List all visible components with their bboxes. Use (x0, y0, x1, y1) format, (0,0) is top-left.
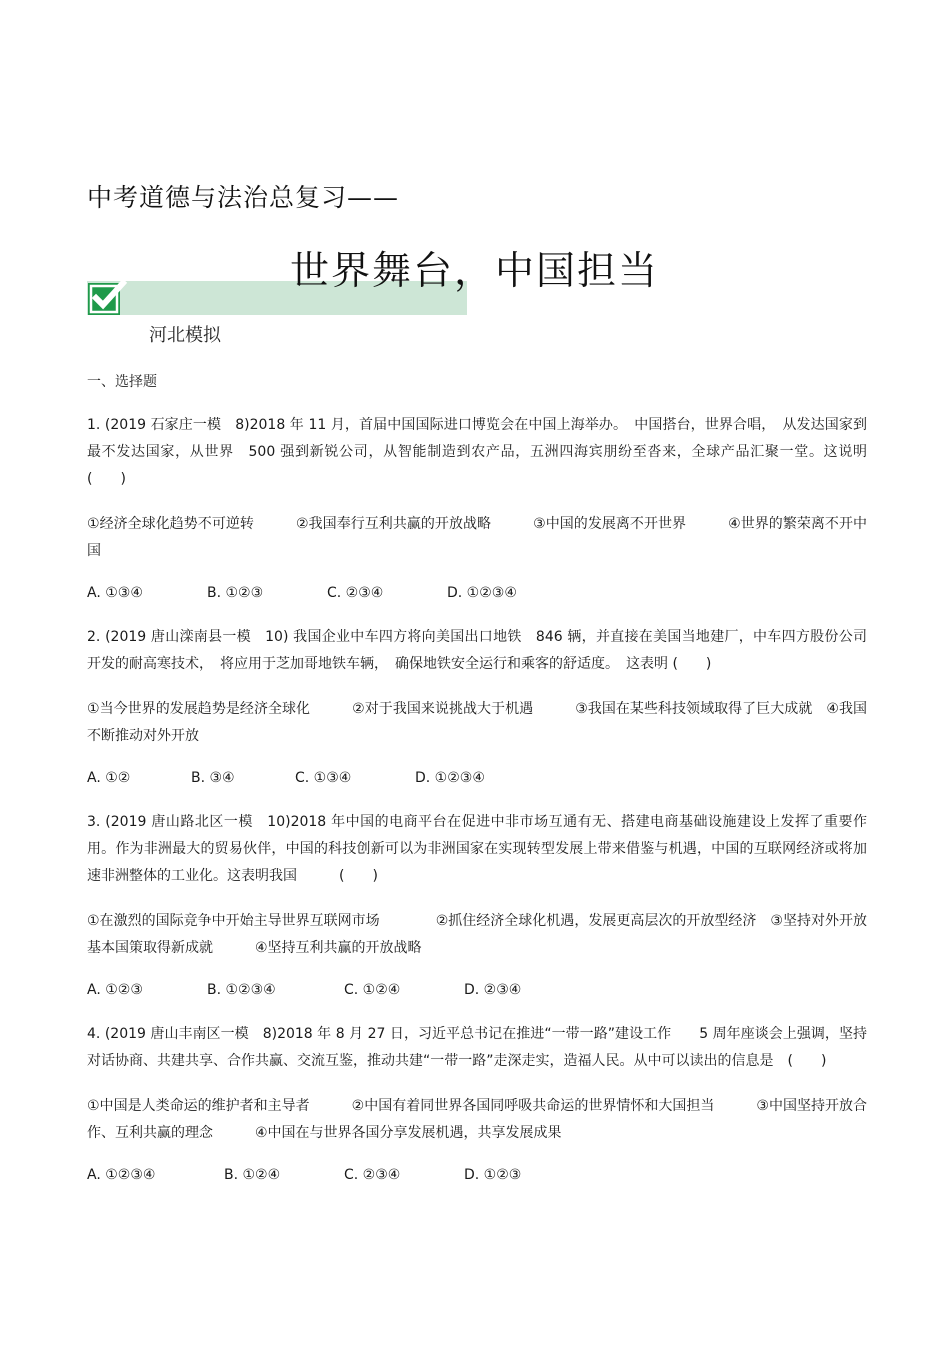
choice-a[interactable]: A. ①②③ (87, 982, 143, 998)
answer-choices (87, 979, 867, 1001)
question-item (87, 1021, 867, 1186)
choice-a[interactable]: A. ①②③④ (87, 1167, 156, 1183)
choice-c[interactable]: C. ①②④ (344, 982, 401, 998)
question-stem: 1. (2019 石家庄一模 8)2018 年 11 月，首届中国国际进口博览会在中国上海举办。 中国搭台，世界合唱， 从发达国家到最不发达国家，从世界 500 强到新锐公司，从智能制造到农产品，五洲四海宾朋纷至沓来，全球产品汇聚一堂。这说明 ( ) (87, 417, 881, 487)
question-statements: ①在激烈的国际竞争中开始主导世界互联网市场 ②抓住经济全球化机遇，发展更高层次的开放型经济 ③坚持对外开放基本国策取得新成就 ④坚持互利共赢的开放战略 (87, 913, 867, 956)
answer-choices (87, 1164, 867, 1186)
question-section-label: 一、选择题 (87, 374, 157, 390)
choice-d[interactable]: D. ②③④ (464, 982, 522, 998)
checkmark-icon (87, 279, 127, 317)
choice-d[interactable]: D. ①②③ (464, 1167, 522, 1183)
choice-a[interactable]: A. ①② (87, 770, 131, 786)
question-item (87, 624, 867, 789)
choice-c[interactable]: C. ②③④ (327, 585, 384, 601)
choice-c[interactable]: C. ①③④ (295, 770, 352, 786)
question-statements: ①经济全球化趋势不可逆转 ②我国奉行互利共赢的开放战略 ③中国的发展离不开世界 ④世界的繁荣离不开中国 (87, 516, 867, 559)
answer-choices (87, 582, 867, 604)
choice-b[interactable]: B. ③④ (191, 770, 235, 786)
question-item (87, 809, 867, 1001)
question-statements: ①中国是人类命运的维护者和主导者 ②中国有着同世界各国同呼吸共命运的世界情怀和大国担当 ③中国坚持开放合作、互利共赢的理念 ④中国在与世界各国分享发展机遇，共享发展成果 (87, 1098, 867, 1141)
choice-b[interactable]: B. ①②④ (224, 1167, 281, 1183)
question-list (87, 412, 881, 1206)
choice-b[interactable]: B. ①②③④ (207, 982, 276, 998)
choice-a[interactable]: A. ①③④ (87, 585, 143, 601)
question-stem: 4. (2019 唐山丰南区一模 8)2018 年 8 月 27 日，习近平总书记在推进“一带一路”建设工作 5 周年座谈会上强调，坚持对话协商、共建共享、合作共赢、交流互鉴，推动共建“一带一路”走深走实，造福人民。从中可以读出的信息是 ( ) (87, 1026, 867, 1069)
choice-d[interactable]: D. ①②③④ (447, 585, 517, 601)
question-stem: 3. (2019 唐山路北区一模 10)2018 年中国的电商平台在促进中非市场互通有无、搭建电商基础设施建设上发挥了重要作用。作为非洲最大的贸易伙伴，中国的科技创新可以为非洲国家在实现转型发展上带来借鉴与机遇，中国的互联网经济或将加速非洲整体的工业化。这表明我国 ( ) (87, 814, 867, 884)
choice-c[interactable]: C. ②③④ (344, 1167, 401, 1183)
page-title: 世界舞台，中国担当 (290, 249, 660, 294)
choice-b[interactable]: B. ①②③ (207, 585, 264, 601)
question-statements: ①当今世界的发展趋势是经济全球化 ②对于我国来说挑战大于机遇 ③我国在某些科技领域取得了巨大成就 ④我国不断推动对外开放 (87, 701, 867, 744)
question-stem: 2. (2019 唐山滦南县一模 10) 我国企业中车四方将向美国出口地铁 846 辆，并直接在美国当地建厂，中车四方股份公司开发的耐高寒技术， 将应用于芝加哥地铁车辆， 确保地铁安全运行和乘客的舒适度。 这表明 ( ) (87, 629, 867, 672)
question-item (87, 412, 881, 604)
answer-choices (87, 767, 867, 789)
section-subtitle: 河北模拟 (149, 325, 221, 346)
choice-d[interactable]: D. ①②③④ (415, 770, 485, 786)
series-title: 中考道德与法治总复习—— (87, 183, 400, 212)
